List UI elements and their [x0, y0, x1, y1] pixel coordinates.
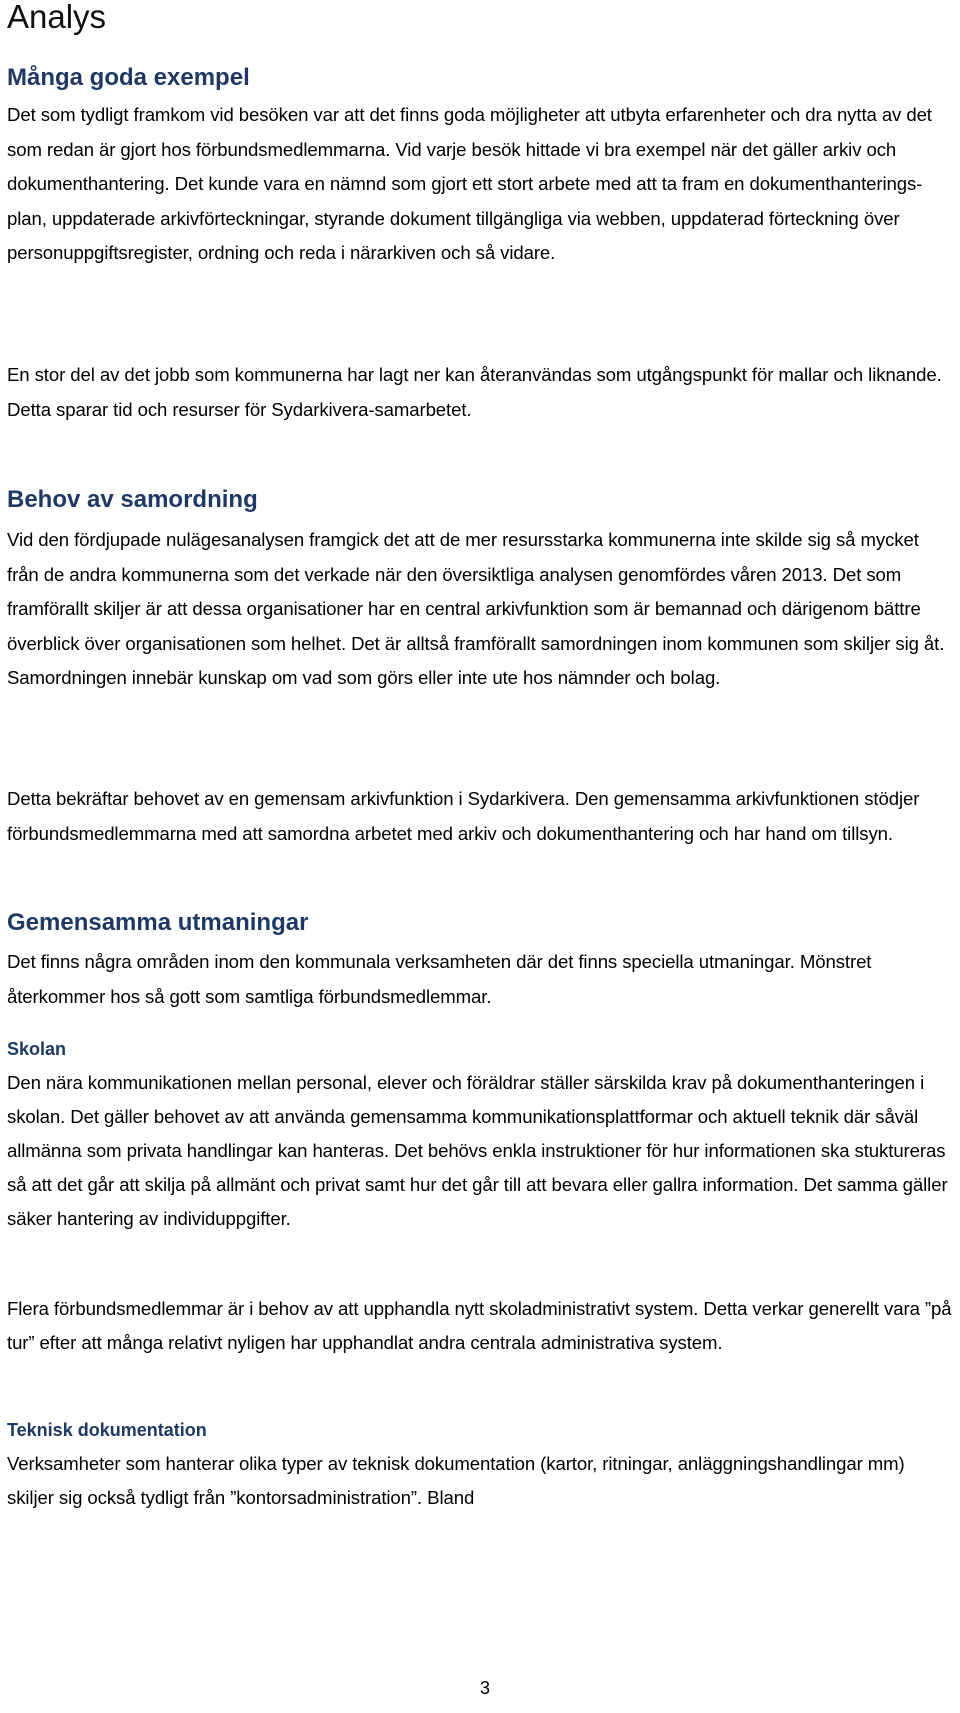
heading-teknisk-dokumentation: Teknisk dokumentation — [7, 1420, 207, 1440]
page-title: Analys — [7, 0, 107, 35]
paragraph-utmaningar-1: Det finns några områden inom den kommunala verksamheten där det finns speciella utmaningar. Mönstret återkommer hos så gott som samtliga förbundsmedlemmar. — [7, 951, 872, 1007]
heading-skolan: Skolan — [7, 1039, 67, 1059]
heading-behov-av-samordning: Behov av samordning — [7, 486, 258, 513]
page-number: 3 — [480, 1678, 491, 1698]
paragraph-teknisk-1: Verksamheter som hanterar olika typer av teknisk dokumentation (kartor, ritningar, anläggningshandlingar mm) skiljer sig också tydligt från ”kontorsadministration”. Bland — [7, 1453, 905, 1508]
paragraph-skolan-1: Den nära kommunikationen mellan personal, elever och föräldrar ställer särskilda krav på dokumenthanteringen i skolan. Det gäller behovet av att använda gemensamma kommunikationsplattformar och aktuell teknik där såväl allmänna som privata handlingar kan hanteras. Det behövs enkla instruktioner för hur informationen ska stuktureras så att det går att skilja på allmänt och privat samt hur det går till att bevara eller gallra information. Det samma gäller säker hantering av individuppgifter. — [7, 1072, 948, 1229]
heading-manga-goda-exempel: Många goda exempel — [7, 64, 250, 91]
paragraph-goda-exempel-1: Det som tydligt framkom vid besöken var att det finns goda möjligheter att utbyta erfarenheter och dra nytta av det som redan är gjort hos förbundsmedlemmarna. Vid varje besök hittade vi bra exempel när det gäller arkiv och dokumenthantering. Det kunde vara en nämnd som gjort ett stort arbete med att ta fram en dokumenthanterings-plan, uppdaterade arkivförteckningar, styrande dokument tillgängliga via webben, uppdaterad förteckning över personuppgiftsregister, ordning och reda i närarkiven och så vidare. — [7, 104, 932, 264]
paragraph-samordning-1: Vid den fördjupade nulägesanalysen framgick det att de mer resursstarka kommunerna inte skilde sig så mycket från de andra kommunerna som det verkade när den översiktliga analysen genomfördes våren 2013. Det som framförallt skiljer är att dessa organisationer har en central arkivfunktion som är bemannad och därigenom bättre överblick över organisationen som helhet. Det är alltså framförallt samordningen inom kommunen som skiljer sig åt. Samordningen innebär kunskap om vad som görs eller inte ute hos nämnder och bolag. — [7, 529, 945, 689]
heading-gemensamma-utmaningar: Gemensamma utmaningar — [7, 909, 309, 936]
paragraph-skolan-2: Flera förbundsmedlemmar är i behov av att upphandla nytt skoladministrativt system. Detta verkar generellt vara ”på tur” efter att många relativt nyligen har upphandlat andra centrala administrativa system. — [7, 1298, 952, 1353]
paragraph-samordning-2: Detta bekräftar behovet av en gemensam arkivfunktion i Sydarkivera. Den gemensamma arkivfunktionen stödjer förbundsmedlemmarna med att samordna arbetet med arkiv och dokumenthantering och har hand om tillsyn. — [7, 788, 920, 844]
paragraph-goda-exempel-2: En stor del av det jobb som kommunerna har lagt ner kan återanvändas som utgångspunkt för mallar och liknande. Detta sparar tid och resurser för Sydarkivera-samarbetet. — [7, 364, 942, 420]
